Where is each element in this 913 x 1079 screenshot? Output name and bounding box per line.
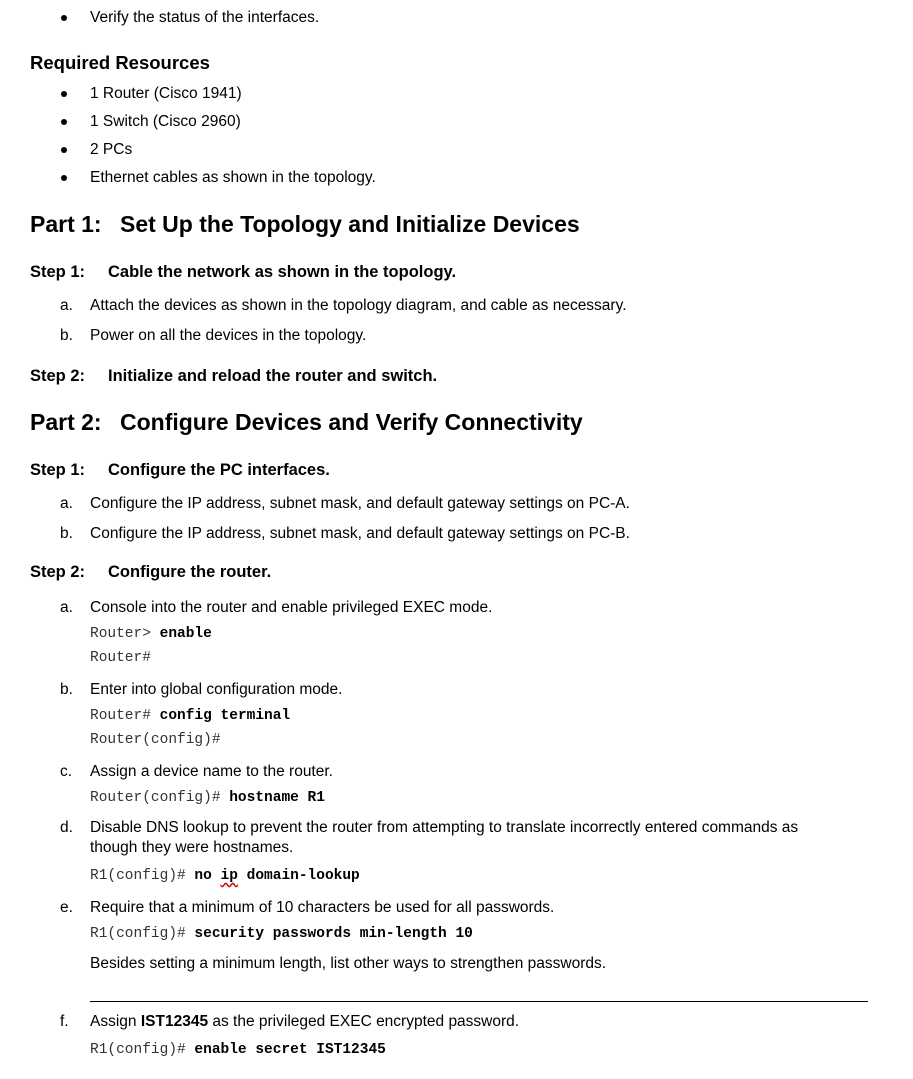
resource-item: 1 Router (Cisco 1941) [90,85,242,102]
code-line [90,868,360,884]
instruction-text: Configure the IP address, subnet mask, and default gateway settings on PC-A. [90,495,630,512]
cli-command: enable [159,626,212,642]
cli-command: enable secret IST12345 [194,1042,386,1058]
cli-command-spellcheck: ip [220,868,238,884]
cli-prompt: Router(config)# [90,732,221,748]
list-letter: c. [60,763,73,780]
instruction-text: Disable DNS lookup to prevent the router from attempting to translate incorrectly entered commands as [90,819,799,836]
code-line [90,1042,386,1058]
bullet-dot [61,15,67,21]
instruction-text [90,1013,519,1031]
step-title: Configure the router. [108,563,272,581]
step-title: Configure the PC interfaces. [108,461,330,479]
bullet-dot [61,91,67,97]
code-line [90,626,212,642]
cli-prompt: R1(config)# [90,1042,195,1058]
list-letter: a. [60,297,73,314]
cli-command: config terminal [159,708,291,724]
instruction-post: as the privileged EXEC encrypted password. [208,1013,520,1030]
cli-command: domain-lookup [237,868,360,884]
list-letter: a. [60,599,73,616]
step-title: Initialize and reload the router and switch. [108,367,438,385]
answer-line[interactable] [90,1001,868,1002]
instruction-text: Assign a device name to the router. [90,763,333,780]
code-line [90,732,221,748]
resource-item: Ethernet cables as shown in the topology. [90,169,376,186]
bullet-dot [61,119,67,125]
code-line [90,708,290,724]
part2-title: Configure Devices and Verify Connectivity [120,409,583,435]
part1-step1-heading [30,263,456,282]
part2-heading [30,409,583,436]
cli-command: no [194,868,221,884]
instruction-text: Enter into global configuration mode. [90,681,343,698]
instruction-text: though they were hostnames. [90,839,294,856]
part2-step1-heading [30,461,330,480]
step-title: Cable the network as shown in the topology. [108,263,457,281]
code-line [90,926,473,942]
step-number: Step 1: [30,461,86,479]
step-number: Step 2: [30,367,86,385]
objective-item: Verify the status of the interfaces. [90,9,320,26]
part1-heading [30,211,580,238]
instruction-text: Console into the router and enable privileged EXEC mode. [90,599,493,616]
list-letter: b. [60,525,73,542]
list-letter: e. [60,899,73,916]
part1-title: Set Up the Topology and Initialize Devices [120,211,580,237]
code-line [90,650,151,666]
question-text: Besides setting a minimum length, list other ways to strengthen passwords. [90,955,607,972]
instruction-text: Attach the devices as shown in the topology diagram, and cable as necessary. [90,297,627,314]
instruction-text: Power on all the devices in the topology. [90,327,367,344]
list-letter: a. [60,495,73,512]
cli-prompt: Router# [90,650,151,666]
cli-command: hostname R1 [229,790,325,806]
cli-prompt: Router# [90,708,160,724]
step-number: Step 1: [30,263,86,281]
password-value: IST12345 [140,1013,209,1030]
part1-step2-heading [30,367,437,386]
bullet-dot [61,175,67,181]
list-letter: f. [60,1013,69,1030]
cli-prompt: R1(config)# [90,868,195,884]
part1-number: Part 1: [30,211,102,237]
cli-prompt: Router> [90,626,160,642]
step-number: Step 2: [30,563,86,581]
part2-number: Part 2: [30,409,102,435]
bullet-dot [61,147,67,153]
list-letter: d. [60,819,73,836]
part2-step2-heading [30,563,271,582]
cli-command: security passwords min-length 10 [194,926,473,942]
resource-item: 1 Switch (Cisco 2960) [90,113,241,130]
required-resources-heading: Required Resources [30,52,210,73]
list-letter: b. [60,681,73,698]
cli-prompt: Router(config)# [90,790,230,806]
cli-prompt: R1(config)# [90,926,195,942]
list-letter: b. [60,327,73,344]
instruction-pre: Assign [90,1013,141,1030]
resource-item: 2 PCs [90,141,133,158]
instruction-text: Configure the IP address, subnet mask, and default gateway settings on PC-B. [90,525,630,542]
code-line [90,790,325,806]
instruction-text: Require that a minimum of 10 characters be used for all passwords. [90,899,555,916]
